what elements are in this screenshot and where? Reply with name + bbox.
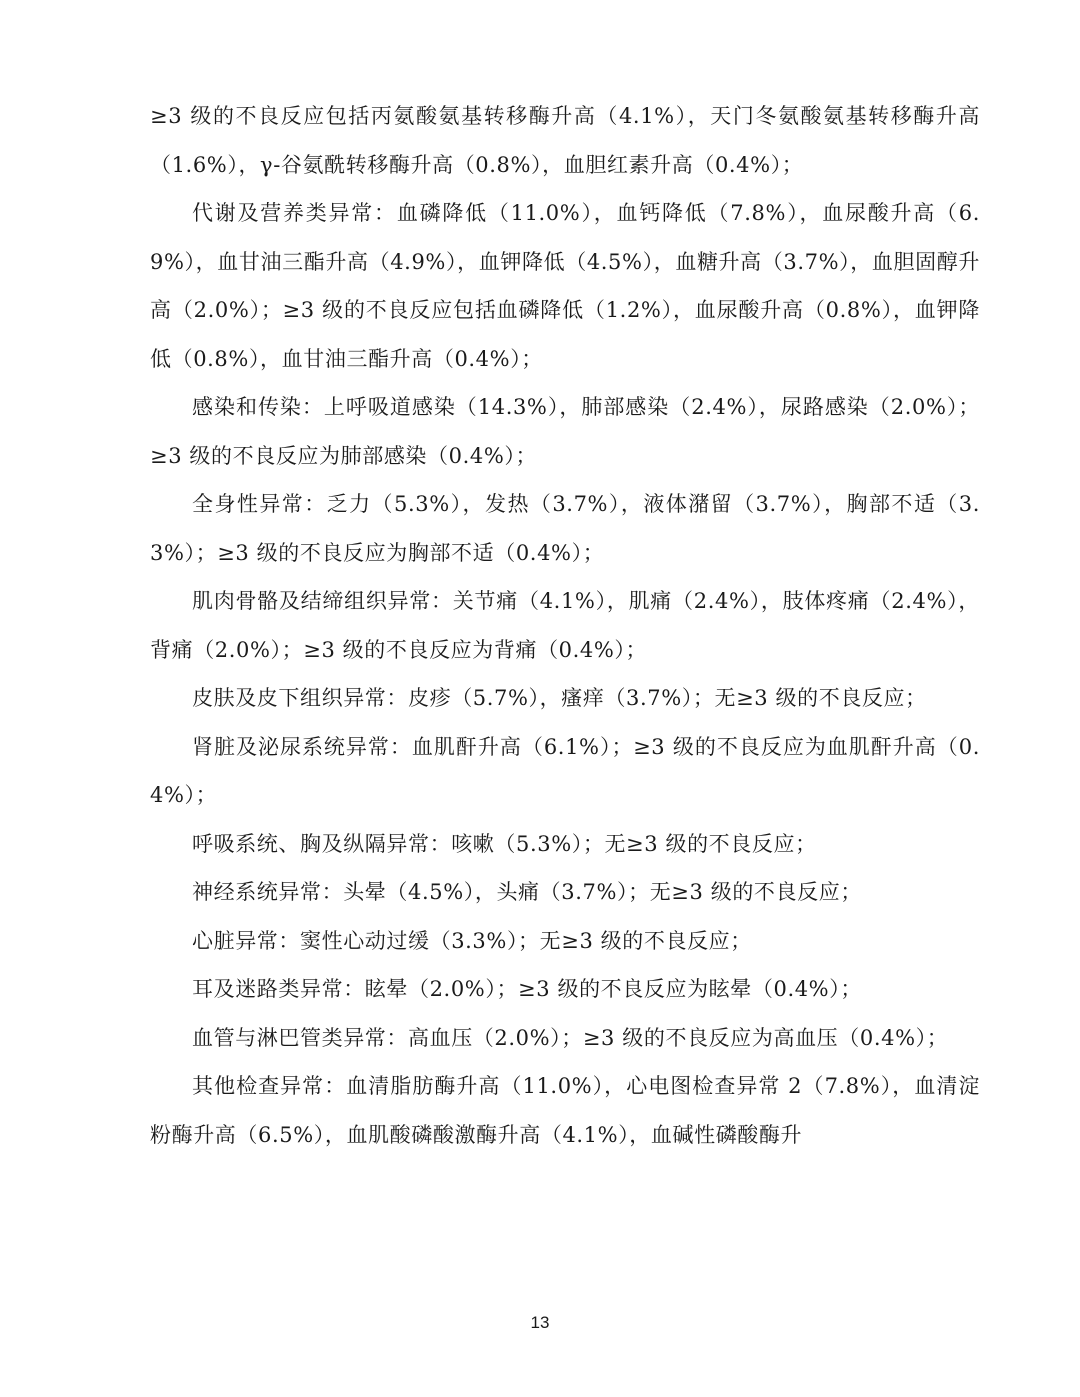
paragraph-metabolism-nutrition: 代谢及营养类异常：血磷降低（11.0%），血钙降低（7.8%），血尿酸升高（6.9%），血甘油三酯升高（4.9%），血钾降低（4.5%），血糖升高（3.7%），血胆固醇升高（2.0%）；≥3 级的不良反应包括血磷降低（1.2%），血尿酸升高（0.8%），血钾降低（0.8%），血甘油三酯升高（0.4%）； <box>150 201 980 371</box>
paragraph-ear-labyrinth: 耳及迷路类异常：眩晕（2.0%）；≥3 级的不良反应为眩晕（0.4%）； <box>192 977 862 1001</box>
paragraph-vascular-lymphatic: 血管与淋巴管类异常：高血压（2.0%）；≥3 级的不良反应为高血压（0.4%）； <box>192 1025 949 1050</box>
body-text <box>150 92 980 1159</box>
paragraph-nervous-system: 神经系统异常：头晕（4.5%），头痛（3.7%）；无≥3 级的不良反应； <box>192 880 862 904</box>
paragraph-respiratory: 呼吸系统、胸及纵隔异常：咳嗽（5.3%）；无≥3 级的不良反应； <box>192 831 817 856</box>
paragraph-liver-adverse-reactions: ≥3 级的不良反应包括丙氨酸氨基转移酶升高（4.1%），天门冬氨酸氨基转移酶升高（1.6%），γ-谷氨酰转移酶升高（0.8%），血胆红素升高（0.4%）； <box>150 104 980 177</box>
paragraph-renal-urinary: 肾脏及泌尿系统异常：血肌酐升高（6.1%）；≥3 级的不良反应为血肌酐升高（0.4%）； <box>150 734 980 807</box>
paragraph-infections: 感染和传染：上呼吸道感染（14.3%），肺部感染（2.4%），尿路感染（2.0%）；≥3 级的不良反应为肺部感染（0.4%）； <box>150 395 980 468</box>
paragraph-musculoskeletal: 肌肉骨骼及结缔组织异常：关节痛（4.1%），肌痛（2.4%），肢体疼痛（2.4%），背痛（2.0%）；≥3 级的不良反应为背痛（0.4%）； <box>150 589 980 662</box>
paragraph-cardiac: 心脏异常：窦性心动过缓（3.3%）；无≥3 级的不良反应； <box>192 928 752 953</box>
paragraph-general-disorders: 全身性异常：乏力（5.3%），发热（3.7%），液体潴留（3.7%），胸部不适（3.3%）；≥3 级的不良反应为胸部不适（0.4%）； <box>150 492 980 565</box>
page-number: 13 <box>530 1313 550 1332</box>
paragraph-skin: 皮肤及皮下组织异常：皮疹（5.7%），瘙痒（3.7%）；无≥3 级的不良反应； <box>192 686 927 710</box>
paragraph-other-investigations: 其他检查异常：血清脂肪酶升高（11.0%），心电图检查异常 2（7.8%），血清淀粉酶升高（6.5%），血肌酸磷酸激酶升高（4.1%），血碱性磷酸酶升 <box>150 1074 980 1147</box>
